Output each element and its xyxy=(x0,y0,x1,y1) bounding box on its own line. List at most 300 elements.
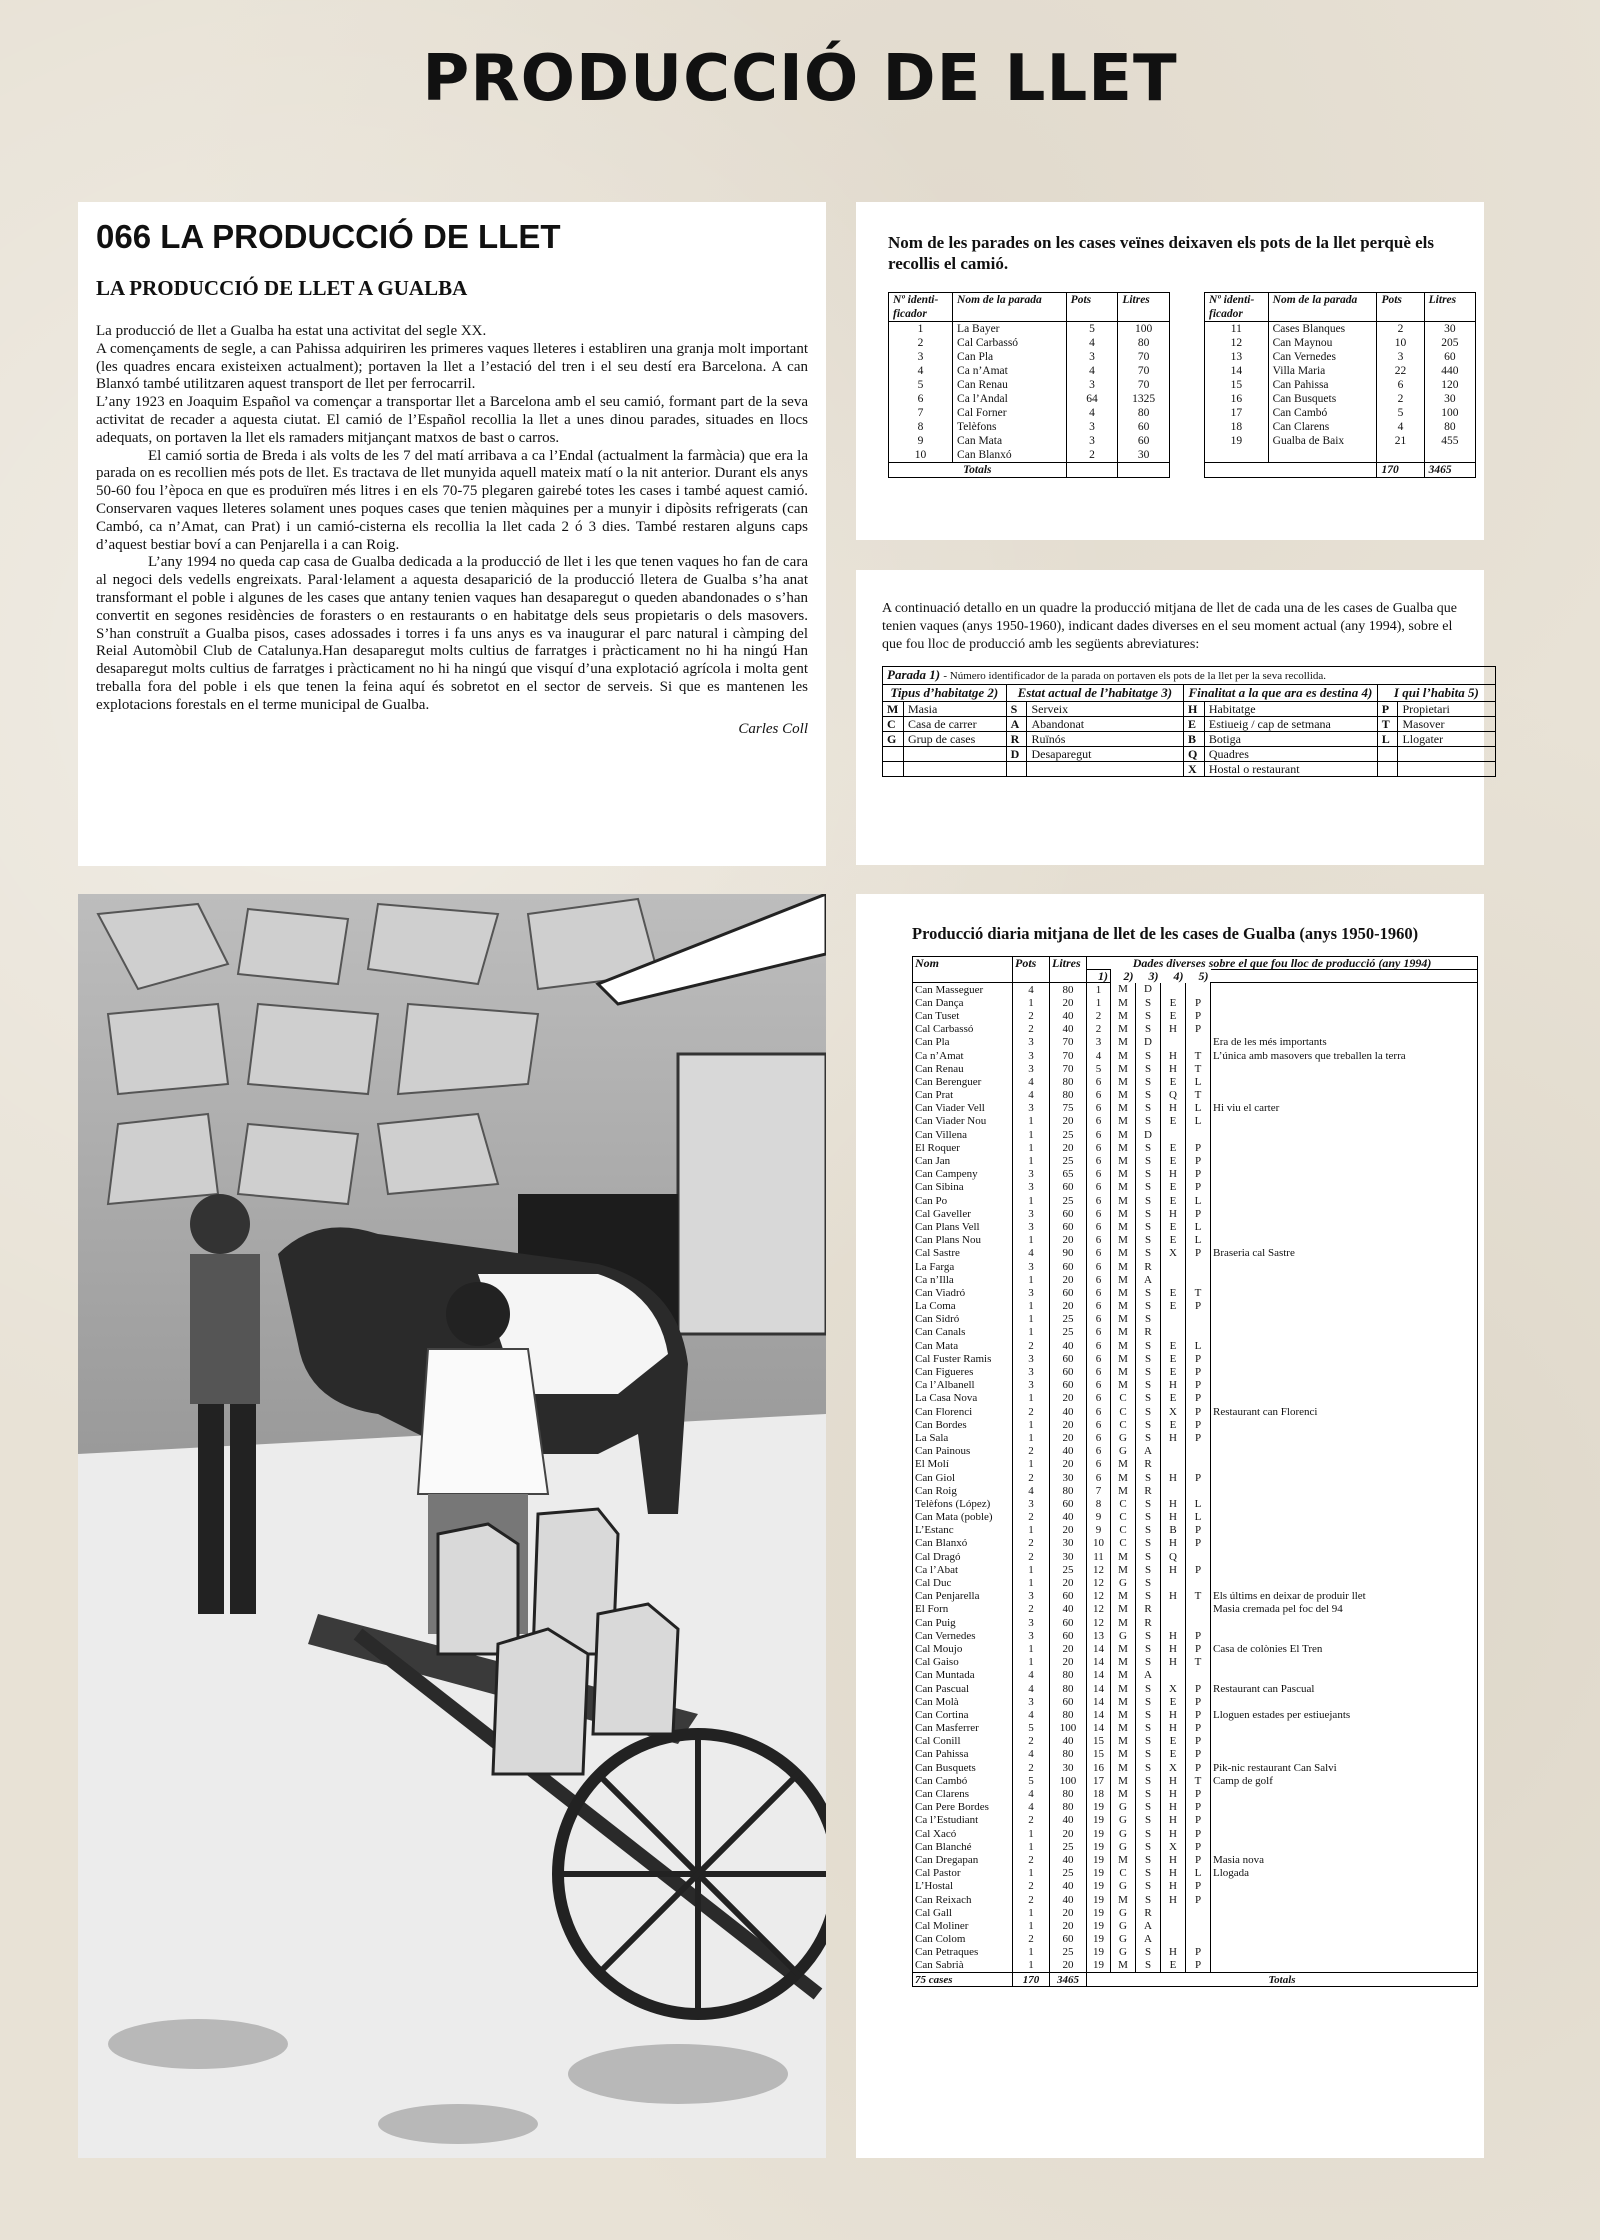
house-purpose: H xyxy=(1161,1471,1186,1484)
house-purpose: E xyxy=(1161,1695,1186,1708)
prod-col-5: 5) xyxy=(1198,968,1209,983)
house-pots: 2 xyxy=(1013,1009,1050,1022)
house-litres: 20 xyxy=(1050,1458,1087,1471)
house-inhabitant: P xyxy=(1186,1853,1211,1866)
house-type: M xyxy=(1111,1365,1136,1378)
house-pots: 2 xyxy=(1013,1511,1050,1524)
table-row xyxy=(913,1154,1478,1167)
house-state: R xyxy=(1136,1616,1161,1629)
house-state: S xyxy=(1136,996,1161,1009)
article-paragraph: El camió sortia de Breda i als volts de les 7 del matí arribava a ca l’Endal (actualment la farmàcia) que era la parada on es recollien més pots de llet. Es tractava de llet munyida aquell mateix matí o la nit anterior. Durant els anys 50-60 fou l’època en que es produïren més litres i en els 70-75 plegaren gairebé totes les cases i també aquest camió. Conservaren vaques lleteres solament unes poques cases que tenien màquines per a munyir i dipòsits refrigerats (can Cambó, ca n’Amat, can Prat) i un camió-cisterna els recollia la llet cada 2 ó 3 dies. També restaren alguns caps d’aquest bestiar boví a can Penjarella i a can Roig. xyxy=(96,447,808,553)
house-litres: 65 xyxy=(1050,1168,1087,1181)
house-stop: 14 xyxy=(1087,1722,1111,1735)
house-stop: 6 xyxy=(1087,1418,1111,1431)
house-state: S xyxy=(1136,1801,1161,1814)
prod-col-dades: Dades diverses sobre el que fou lloc de producció (any 1994) xyxy=(1087,957,1478,970)
table-row xyxy=(913,1735,1478,1748)
house-type: M xyxy=(1111,1260,1136,1273)
house-pots: 1 xyxy=(1013,1300,1050,1313)
house-litres: 80 xyxy=(1050,1682,1087,1695)
house-inhabitant: P xyxy=(1186,1009,1211,1022)
house-litres: 30 xyxy=(1050,1550,1087,1563)
table-row xyxy=(913,1761,1478,1774)
house-purpose: H xyxy=(1161,1207,1186,1220)
house-state: S xyxy=(1136,1365,1161,1378)
house-purpose: E xyxy=(1161,1300,1186,1313)
house-inhabitant xyxy=(1186,1669,1211,1682)
stop-litres: 1325 xyxy=(1118,392,1170,406)
stop-name: Can Mata xyxy=(953,434,1067,448)
totals-row xyxy=(889,463,1170,478)
house-state: S xyxy=(1136,1023,1161,1036)
house-note xyxy=(1211,1418,1478,1431)
house-pots: 3 xyxy=(1013,1260,1050,1273)
house-inhabitant: P xyxy=(1186,1379,1211,1392)
table-row xyxy=(913,1207,1478,1220)
house-name: L’Hostal xyxy=(913,1880,1013,1893)
house-type: M xyxy=(1111,1286,1136,1299)
table-row xyxy=(913,1445,1478,1458)
house-stop: 12 xyxy=(1087,1616,1111,1629)
col-header-id: Nº identi-ficador xyxy=(1205,293,1269,322)
house-litres: 40 xyxy=(1050,1893,1087,1906)
stop-id xyxy=(1205,448,1269,463)
house-stop: 14 xyxy=(1087,1656,1111,1669)
house-pots: 1 xyxy=(1013,1919,1050,1932)
house-litres: 80 xyxy=(1050,1089,1087,1102)
house-purpose: E xyxy=(1161,1748,1186,1761)
totals-spacer xyxy=(1205,463,1377,478)
house-state: A xyxy=(1136,1669,1161,1682)
house-stop: 6 xyxy=(1087,1286,1111,1299)
stop-pots: 10 xyxy=(1377,336,1424,350)
house-litres: 60 xyxy=(1050,1181,1087,1194)
house-note xyxy=(1211,1128,1478,1141)
article-author: Carles Coll xyxy=(738,720,808,737)
table-row xyxy=(913,1933,1478,1946)
house-stop: 16 xyxy=(1087,1761,1111,1774)
house-pots: 2 xyxy=(1013,1445,1050,1458)
house-purpose: H xyxy=(1161,1880,1186,1893)
house-note xyxy=(1211,1168,1478,1181)
house-state: S xyxy=(1136,1220,1161,1233)
prod-col-nom: Nom xyxy=(913,957,1013,983)
table-row xyxy=(913,1352,1478,1365)
legend-code: G xyxy=(883,732,904,747)
article-paragraph: L’any 1994 no queda cap casa de Gualba dedicada a la producció de llet i les que tenen vaques ho fan de cara al negoci dels vedells engreixats. Paral·lelament a aquesta desaparició de la producció lletera de Gualba s’ha anat transformant el poble i algunes de les cases que antany tenien vaques han desaparegut o queden abandonades o s’han convertit en segones residències de forasters o en restaurants o en habitatge dels seus propietaris o dels masovers. S’han construït a Gualba pisos, cases adossades i torres i fa uns anys es va inaugurar el parc natural i càmping del Reial Automòbil Club de Catalunya.Han desaparegut molts cultius de farratges i pràcticament no hi ha ningú Han desaparegut molts cultius de farratges i pràcticament no hi ha ningú que visquí d’una explotació agrícola i molta gent treballa fora del poble i els que tenen la feina aquí és sobretot en el sector de serveis. Si que es mantenen les explotacions forestals en el terme municipal de Gualba. xyxy=(96,554,808,713)
house-note xyxy=(1211,1313,1478,1326)
stop-pots: 3 xyxy=(1066,420,1118,434)
table-row xyxy=(1205,406,1476,420)
stop-id: 14 xyxy=(1205,364,1269,378)
house-note: Camp de golf xyxy=(1211,1774,1478,1787)
house-note xyxy=(1211,1524,1478,1537)
house-inhabitant: L xyxy=(1186,1194,1211,1207)
house-state: R xyxy=(1136,1484,1161,1497)
house-name: Can Masferrer xyxy=(913,1722,1013,1735)
house-inhabitant: L xyxy=(1186,1511,1211,1524)
house-state: S xyxy=(1136,1761,1161,1774)
house-inhabitant: P xyxy=(1186,1748,1211,1761)
table-row xyxy=(913,1695,1478,1708)
prod-col-4: 4) xyxy=(1173,968,1184,983)
house-purpose: E xyxy=(1161,1009,1186,1022)
house-note xyxy=(1211,1840,1478,1853)
house-state: S xyxy=(1136,1814,1161,1827)
house-type: M xyxy=(1111,1339,1136,1352)
house-inhabitant: P xyxy=(1186,1392,1211,1405)
house-type: C xyxy=(1111,1405,1136,1418)
col-header-pots: Pots xyxy=(1377,293,1424,322)
house-state: S xyxy=(1136,1656,1161,1669)
house-pots: 4 xyxy=(1013,1801,1050,1814)
house-name: Can Pascual xyxy=(913,1682,1013,1695)
totals-word: Totals xyxy=(1087,1973,1478,1987)
stop-name: Ca n’Amat xyxy=(953,364,1067,378)
house-type: C xyxy=(1111,1524,1136,1537)
stop-litres: 100 xyxy=(1424,406,1475,420)
house-pots: 1 xyxy=(1013,1867,1050,1880)
house-purpose: H xyxy=(1161,1049,1186,1062)
house-purpose: E xyxy=(1161,1154,1186,1167)
house-name: Can Cortina xyxy=(913,1708,1013,1721)
legend-code: Q xyxy=(1184,747,1205,762)
table-row xyxy=(883,702,1496,717)
house-name: Can Prat xyxy=(913,1089,1013,1102)
house-inhabitant xyxy=(1186,1550,1211,1563)
table-row xyxy=(913,1418,1478,1431)
house-purpose: H xyxy=(1161,1062,1186,1075)
table-row xyxy=(889,406,1170,420)
stop-name xyxy=(1268,448,1377,463)
stop-name: Can Blanxó xyxy=(953,448,1067,463)
legend-meaning: Habitatge xyxy=(1204,702,1377,717)
house-name: El Forn xyxy=(913,1603,1013,1616)
house-stop: 19 xyxy=(1087,1880,1111,1893)
house-note: Pik-nic restaurant Can Salvi xyxy=(1211,1761,1478,1774)
house-stop: 14 xyxy=(1087,1669,1111,1682)
house-purpose xyxy=(1161,1273,1186,1286)
house-stop: 19 xyxy=(1087,1801,1111,1814)
house-purpose: E xyxy=(1161,1286,1186,1299)
house-stop: 19 xyxy=(1087,1946,1111,1959)
house-litres: 20 xyxy=(1050,1919,1087,1932)
legend-meaning: Propietari xyxy=(1398,702,1496,717)
house-note: Restaurant can Pascual xyxy=(1211,1682,1478,1695)
house-inhabitant: P xyxy=(1186,1840,1211,1853)
house-note xyxy=(1211,1827,1478,1840)
table-row xyxy=(889,420,1170,434)
house-note xyxy=(1211,1326,1478,1339)
house-note xyxy=(1211,1260,1478,1273)
house-type: G xyxy=(1111,1933,1136,1946)
house-name: Can Busquets xyxy=(913,1761,1013,1774)
prod-col-3: 3) xyxy=(1148,968,1159,983)
house-type: C xyxy=(1111,1392,1136,1405)
house-name: Can Blanxó xyxy=(913,1537,1013,1550)
house-state: S xyxy=(1136,1154,1161,1167)
house-purpose xyxy=(1161,1906,1186,1919)
house-name: Telèfons (López) xyxy=(913,1497,1013,1510)
house-type: M xyxy=(1111,1009,1136,1022)
stop-name: Can Vernedes xyxy=(1268,350,1377,364)
house-name: Can Sibina xyxy=(913,1181,1013,1194)
house-litres: 40 xyxy=(1050,1735,1087,1748)
house-inhabitant: P xyxy=(1186,1827,1211,1840)
house-inhabitant xyxy=(1186,1326,1211,1339)
table-row xyxy=(913,1682,1478,1695)
house-inhabitant: L xyxy=(1186,1115,1211,1128)
house-state: A xyxy=(1136,1933,1161,1946)
legend-code: E xyxy=(1184,717,1205,732)
legend-meaning: Grup de cases xyxy=(903,732,1006,747)
house-purpose: Q xyxy=(1161,1550,1186,1563)
house-type: M xyxy=(1111,1774,1136,1787)
house-pots: 2 xyxy=(1013,1339,1050,1352)
house-state: S xyxy=(1136,1392,1161,1405)
house-type: M xyxy=(1111,1458,1136,1471)
stop-litres: 440 xyxy=(1424,364,1475,378)
house-type: M xyxy=(1111,1062,1136,1075)
house-note xyxy=(1211,1392,1478,1405)
house-litres: 75 xyxy=(1050,1102,1087,1115)
house-name: El Roquer xyxy=(913,1141,1013,1154)
house-name: Ca l’Abat xyxy=(913,1563,1013,1576)
house-purpose: X xyxy=(1161,1840,1186,1853)
house-type: G xyxy=(1111,1946,1136,1959)
stops-table-right xyxy=(1204,292,1476,478)
table-row xyxy=(1205,350,1476,364)
house-pots: 1 xyxy=(1013,1431,1050,1444)
house-litres: 25 xyxy=(1050,1313,1087,1326)
house-note xyxy=(1211,1484,1478,1497)
legend-code: M xyxy=(883,702,904,717)
house-note xyxy=(1211,1471,1478,1484)
house-pots: 1 xyxy=(1013,1418,1050,1431)
house-inhabitant xyxy=(1186,1919,1211,1932)
house-note xyxy=(1211,1365,1478,1378)
house-inhabitant: T xyxy=(1186,1774,1211,1787)
stop-pots: 64 xyxy=(1066,392,1118,406)
house-purpose: X xyxy=(1161,1405,1186,1418)
house-name: Can Dança xyxy=(913,996,1013,1009)
table-row xyxy=(889,336,1170,350)
table-row xyxy=(913,1629,1478,1642)
stop-name: Villa Maria xyxy=(1268,364,1377,378)
house-name: Can Sabrià xyxy=(913,1959,1013,1973)
house-type: M xyxy=(1111,1695,1136,1708)
house-purpose xyxy=(1161,1484,1186,1497)
stop-litres: 80 xyxy=(1118,406,1170,420)
stop-id: 19 xyxy=(1205,434,1269,448)
legend-meaning xyxy=(1398,747,1496,762)
house-stop: 6 xyxy=(1087,1154,1111,1167)
table-row xyxy=(913,1656,1478,1669)
table-row xyxy=(913,1840,1478,1853)
house-litres: 60 xyxy=(1050,1220,1087,1233)
house-name: Cal Carbassó xyxy=(913,1023,1013,1036)
parada-note: - Número identificador de la parada on portaven els pots de la llet per la seva recollida. xyxy=(943,670,1327,682)
house-stop: 6 xyxy=(1087,1300,1111,1313)
stop-litres: 120 xyxy=(1424,378,1475,392)
table-row xyxy=(913,1946,1478,1959)
house-type: M xyxy=(1111,1300,1136,1313)
house-note xyxy=(1211,1933,1478,1946)
house-stop: 6 xyxy=(1087,1247,1111,1260)
table-row xyxy=(913,1089,1478,1102)
stop-name: Can Busquets xyxy=(1268,392,1377,406)
legend-meaning: Llogater xyxy=(1398,732,1496,747)
legend-code xyxy=(883,747,904,762)
legend-meaning xyxy=(1027,762,1184,777)
house-name: Can Masseguer xyxy=(913,983,1013,997)
stop-pots: 21 xyxy=(1377,434,1424,448)
house-litres: 25 xyxy=(1050,1946,1087,1959)
house-pots: 1 xyxy=(1013,1194,1050,1207)
house-pots: 1 xyxy=(1013,1524,1050,1537)
house-inhabitant: L xyxy=(1186,1234,1211,1247)
stop-litres: 60 xyxy=(1118,434,1170,448)
totals-litres xyxy=(1118,463,1170,478)
table-row xyxy=(913,1168,1478,1181)
house-pots: 3 xyxy=(1013,1379,1050,1392)
house-type: M xyxy=(1111,1181,1136,1194)
house-stop: 19 xyxy=(1087,1906,1111,1919)
house-inhabitant: P xyxy=(1186,1722,1211,1735)
house-type: M xyxy=(1111,1893,1136,1906)
house-note xyxy=(1211,1695,1478,1708)
table-row xyxy=(913,1576,1478,1589)
house-type: M xyxy=(1111,1563,1136,1576)
house-pots: 3 xyxy=(1013,1062,1050,1075)
stop-litres: 80 xyxy=(1424,420,1475,434)
house-type: M xyxy=(1111,1273,1136,1286)
production-title: Producció diaria mitjana de llet de les cases de Gualba (anys 1950-1960) xyxy=(912,924,1419,943)
house-stop: 19 xyxy=(1087,1933,1111,1946)
house-pots: 3 xyxy=(1013,1365,1050,1378)
house-name: Cal Sastre xyxy=(913,1247,1013,1260)
legend-code: H xyxy=(1184,702,1205,717)
house-note: Masia cremada pel foc del 94 xyxy=(1211,1603,1478,1616)
house-name: La Sala xyxy=(913,1431,1013,1444)
house-type: C xyxy=(1111,1511,1136,1524)
house-pots: 1 xyxy=(1013,996,1050,1009)
col-header-name: Nom de la parada xyxy=(953,293,1067,322)
house-litres: 20 xyxy=(1050,1115,1087,1128)
house-inhabitant: T xyxy=(1186,1062,1211,1075)
house-type: M xyxy=(1111,1379,1136,1392)
house-purpose: E xyxy=(1161,1141,1186,1154)
house-stop: 1 xyxy=(1087,983,1111,997)
house-inhabitant: P xyxy=(1186,996,1211,1009)
house-purpose: E xyxy=(1161,1220,1186,1233)
legend-col-state: Estat actual de l’habitatge 3) xyxy=(1006,685,1183,702)
house-litres: 80 xyxy=(1050,1075,1087,1088)
house-type: M xyxy=(1111,1128,1136,1141)
house-pots: 3 xyxy=(1013,1036,1050,1049)
house-stop: 12 xyxy=(1087,1590,1111,1603)
house-type: M xyxy=(1111,1036,1136,1049)
house-inhabitant: T xyxy=(1186,1049,1211,1062)
article-panel xyxy=(78,202,826,866)
house-type: M xyxy=(1111,1313,1136,1326)
stop-litres: 205 xyxy=(1424,336,1475,350)
house-state: S xyxy=(1136,1181,1161,1194)
house-state: S xyxy=(1136,1497,1161,1510)
house-litres: 80 xyxy=(1050,1708,1087,1721)
house-type: M xyxy=(1111,1616,1136,1629)
house-pots: 2 xyxy=(1013,1880,1050,1893)
house-name: Can Renau xyxy=(913,1062,1013,1075)
house-stop: 19 xyxy=(1087,1840,1111,1853)
house-stop: 6 xyxy=(1087,1089,1111,1102)
house-state: S xyxy=(1136,1563,1161,1576)
house-stop: 6 xyxy=(1087,1431,1111,1444)
house-type: G xyxy=(1111,1445,1136,1458)
house-purpose: X xyxy=(1161,1682,1186,1695)
table-row xyxy=(913,1273,1478,1286)
house-name: Cal Gaiso xyxy=(913,1656,1013,1669)
house-inhabitant: P xyxy=(1186,1946,1211,1959)
house-name: Can Blanché xyxy=(913,1840,1013,1853)
house-name: Can Painous xyxy=(913,1445,1013,1458)
legend-meaning xyxy=(903,762,1006,777)
stop-pots: 4 xyxy=(1066,364,1118,378)
house-note xyxy=(1211,1537,1478,1550)
house-inhabitant: P xyxy=(1186,1300,1211,1313)
house-purpose xyxy=(1161,1313,1186,1326)
house-stop: 9 xyxy=(1087,1511,1111,1524)
house-name: Can Molà xyxy=(913,1695,1013,1708)
house-pots: 4 xyxy=(1013,1708,1050,1721)
house-type: M xyxy=(1111,1708,1136,1721)
house-type: M xyxy=(1111,1141,1136,1154)
house-inhabitant xyxy=(1186,1036,1211,1049)
house-stop: 14 xyxy=(1087,1695,1111,1708)
house-inhabitant xyxy=(1186,1616,1211,1629)
table-row xyxy=(913,1458,1478,1471)
legend-meaning: Abandonat xyxy=(1027,717,1184,732)
house-note xyxy=(1211,1616,1478,1629)
table-row xyxy=(913,1550,1478,1563)
house-purpose xyxy=(1161,1919,1186,1932)
totals-label: 75 cases xyxy=(913,1973,1013,1987)
house-name: Can Puig xyxy=(913,1616,1013,1629)
house-state: S xyxy=(1136,1049,1161,1062)
house-type: M xyxy=(1111,1642,1136,1655)
house-state: S xyxy=(1136,1840,1161,1853)
house-note: Restaurant can Florenci xyxy=(1211,1405,1478,1418)
house-type: M xyxy=(1111,1089,1136,1102)
house-note xyxy=(1211,1458,1478,1471)
house-inhabitant: P xyxy=(1186,1524,1211,1537)
stop-id: 3 xyxy=(889,350,953,364)
house-state: S xyxy=(1136,1194,1161,1207)
table-row xyxy=(913,1814,1478,1827)
house-purpose: H xyxy=(1161,1787,1186,1800)
stop-pots xyxy=(1377,448,1424,463)
table-row xyxy=(889,350,1170,364)
house-stop: 12 xyxy=(1087,1576,1111,1589)
house-inhabitant: L xyxy=(1186,1867,1211,1880)
house-litres: 25 xyxy=(1050,1128,1087,1141)
house-name: Can Viader Vell xyxy=(913,1102,1013,1115)
legend-meaning: Hostal o restaurant xyxy=(1204,762,1377,777)
stop-id: 9 xyxy=(889,434,953,448)
table-row xyxy=(913,996,1478,1009)
house-name: Cal Duc xyxy=(913,1576,1013,1589)
house-purpose: E xyxy=(1161,1735,1186,1748)
